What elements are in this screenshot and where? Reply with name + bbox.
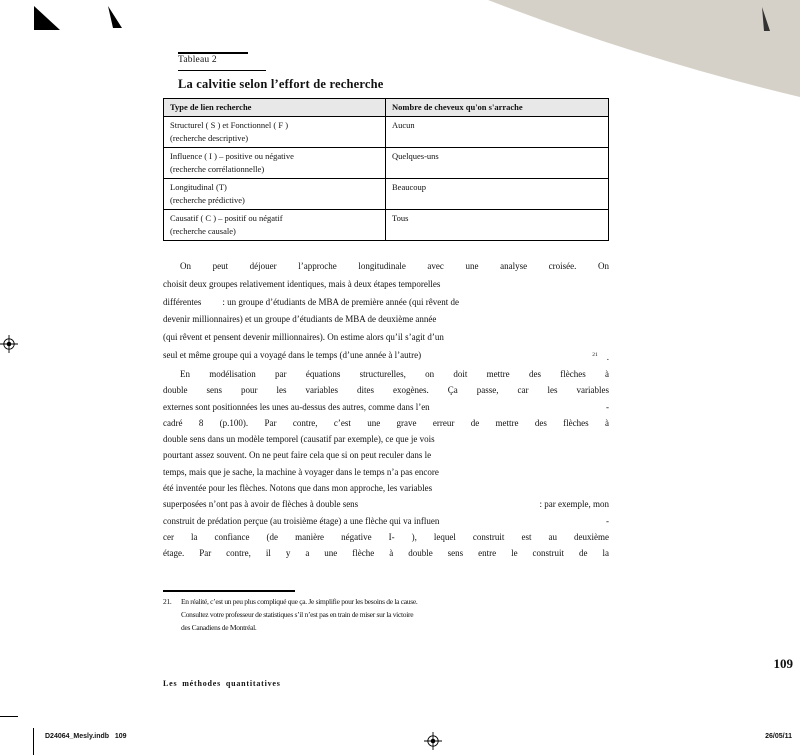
type-subline: (recherche prédictive) <box>170 194 245 205</box>
text-line: double sens pour les variables dites exogènes. Ça passe, car les variables <box>163 385 609 396</box>
paragraph-1 <box>163 258 609 365</box>
footnote-line: des Canadiens de Montréal. <box>181 623 257 632</box>
text-line <box>163 347 609 365</box>
column-header-count: Nombre de cheveux qu'on s'arrache <box>386 99 609 117</box>
fold-mark-right <box>759 7 771 31</box>
hyphen-segment: - <box>606 401 609 412</box>
table-header-row <box>164 99 609 117</box>
text-line: double sens dans un modèle temporel (causatif par exemple), ce que je vois <box>163 434 435 445</box>
type-line: Longitudinal (T) <box>170 182 227 192</box>
footnote-line: Consultez votre professeur de statistiques s’il n’est pas en train de miser sur la victoire <box>181 610 414 619</box>
page-number: 109 <box>773 656 793 671</box>
type-line: Structurel ( S ) et Fonctionnel ( F ) <box>170 120 289 130</box>
text-line: étage. Par contre, il y a une flèche à double sens entre le construit de la <box>163 548 609 559</box>
sentence-period: . <box>606 351 609 362</box>
text-segment: construit de prédation perçue (au troisième étage) a une flèche qui va influen <box>163 515 440 526</box>
registration-mark-icon <box>0 335 18 353</box>
type-cell <box>164 148 386 179</box>
value-cell: Tous <box>386 210 609 241</box>
text-line <box>163 399 609 415</box>
footnote-separator <box>163 590 295 592</box>
table-row <box>164 117 609 148</box>
text-segment: : par exemple, mon <box>539 499 609 510</box>
column-header-type: Type de lien recherche <box>164 99 386 117</box>
text-line: En modélisation par équations structurelles, on doit mettre des flèches à <box>180 369 609 379</box>
text-line: pourtant assez souvent. On ne peut faire cela que si on peut reculer dans le <box>163 450 432 461</box>
value-cell: Aucun <box>386 117 609 148</box>
text-line: On peut déjouer l’approche longitudinale avec une analyse croisée. On <box>180 261 609 271</box>
table-row <box>164 148 609 179</box>
text-segment: seul et même groupe qui a voyagé dans le temps (d’une année à l’autre) <box>163 349 422 360</box>
data-table <box>163 98 609 241</box>
text-segment: superposées n’ont pas à avoir de flèches à double sens <box>163 499 359 510</box>
text-line: devenir millionnaires) et un groupe d’étudiants de MBA de deuxième année <box>163 314 437 325</box>
text-line: été inventée pour les flèches. Notons que dans mon approche, les variables <box>163 483 433 494</box>
text-line: cer la confiance (de manière négative I- ), lequel construit est au deuxième <box>163 531 609 542</box>
type-subline: (recherche corrélationnelle) <box>170 163 265 174</box>
type-subline: (recherche descriptive) <box>170 132 249 143</box>
slug-registration-icon <box>424 732 442 750</box>
footnote <box>163 595 417 634</box>
footnote-line: En réalité, c’est un peu plus compliqué que ça. Je simplifie pour les besoins de la cause. <box>181 597 418 606</box>
text-segment: externes sont positionnées les unes au-dessus des autres, comme dans l’en <box>163 401 430 412</box>
text-line <box>163 513 609 529</box>
crop-mark-vertical <box>33 728 34 755</box>
table-title: La calvitie selon l’effort de recherche <box>178 77 384 91</box>
text-line <box>163 294 609 312</box>
text-line: temps, mais que je sache, la machine à voyager dans le temps n’a pas encore <box>163 466 439 477</box>
text-segment: : un groupe d’étudiants de MBA de première année (qui rêvent de <box>222 296 459 307</box>
slug-filename: D24064_Mesly.indb 109 <box>45 733 127 740</box>
type-line: Causatif ( C ) – positif ou négatif <box>170 213 283 223</box>
fold-mark-small <box>106 6 124 28</box>
corner-fold-mark <box>34 5 62 31</box>
text-segment: différentes <box>163 296 202 307</box>
footnote-number: 21. <box>163 597 172 606</box>
type-cell <box>164 210 386 241</box>
tableau-rule-bottom <box>178 70 266 71</box>
text-line: cadré 8 (p.100). Par contre, c’est une grave erreur de mettre des flèches à <box>163 417 609 428</box>
type-line: Influence ( I ) – positive ou négative <box>170 151 294 161</box>
slug-date: 26/05/11 <box>765 733 792 740</box>
paragraph-2 <box>163 366 609 562</box>
corner-swoosh-graphic <box>488 0 800 100</box>
type-subline: (recherche causale) <box>170 225 236 236</box>
crop-mark-horizontal <box>0 716 18 717</box>
type-cell <box>164 179 386 210</box>
tableau-rule-top <box>178 52 248 54</box>
footnote-reference <box>592 347 609 365</box>
table-row <box>164 179 609 210</box>
running-footer: Les méthodes quantitatives <box>163 679 281 688</box>
text-line: choisit deux groupes relativement identiques, mais à deux étapes temporelles <box>163 278 441 289</box>
value-cell: Beaucoup <box>386 179 609 210</box>
type-cell <box>164 117 386 148</box>
table-row <box>164 210 609 241</box>
hyphen-segment: - <box>606 515 609 526</box>
tableau-label: Tableau 2 <box>178 55 217 65</box>
text-line: (qui rêvent et pensent devenir millionnaires). On estime alors qu’il s’agit d’un <box>163 332 444 343</box>
value-cell: Quelques-uns <box>386 148 609 179</box>
footnote-ref-number: 21 <box>592 351 598 358</box>
text-line <box>163 496 609 512</box>
